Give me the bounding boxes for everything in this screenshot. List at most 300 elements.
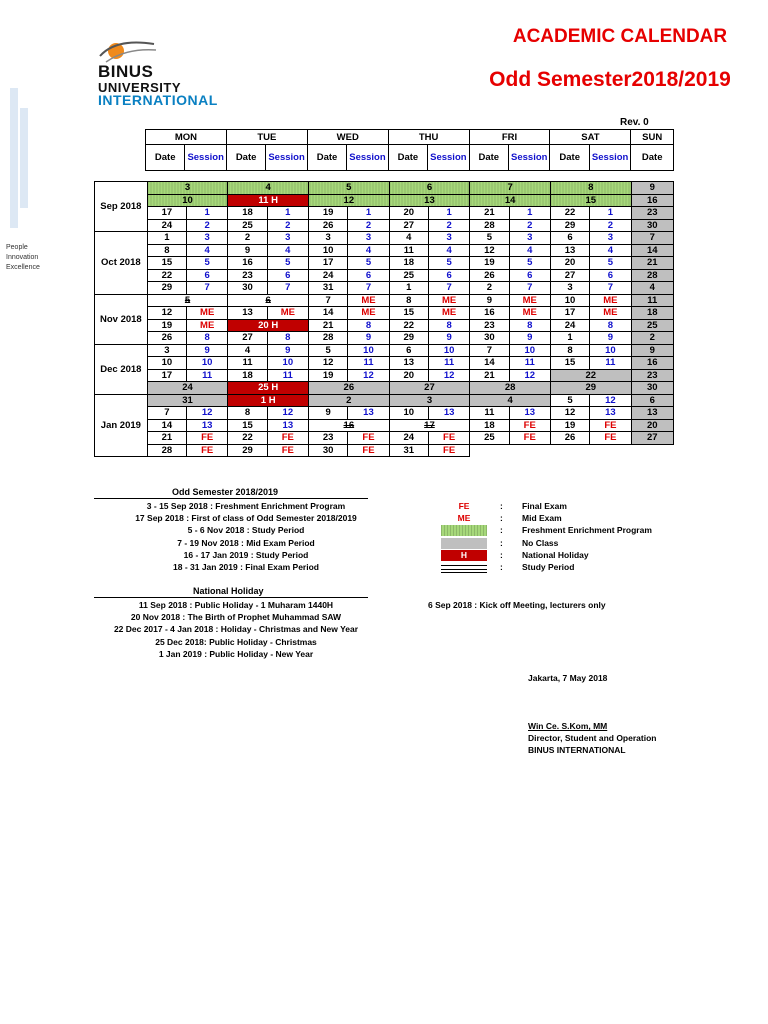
date-cell: 5	[309, 344, 348, 357]
week-row	[95, 232, 674, 245]
semester-heading: Odd Semester 2018/2019	[172, 487, 279, 497]
session-cell: FE	[187, 444, 228, 457]
date-cell: 24	[309, 269, 348, 282]
session-cell: 10	[509, 344, 550, 357]
week-row	[95, 382, 674, 395]
date-cell: 26	[550, 432, 589, 445]
date-cell: 25	[470, 432, 509, 445]
date-cell: 21	[470, 369, 509, 382]
session-cell: 11	[267, 369, 308, 382]
session-cell: 9	[348, 332, 389, 345]
session-cell: 6	[509, 269, 550, 282]
date-cell: 12	[309, 357, 348, 370]
sunday-date: 18	[631, 307, 673, 320]
session-cell: 13	[509, 407, 550, 420]
week-row	[95, 319, 674, 332]
date-cell: 25	[228, 219, 267, 232]
date-cell: 21	[147, 432, 186, 445]
session-cell: FE	[590, 419, 631, 432]
date-cell: 6	[550, 232, 589, 245]
semester-item: 18 - 31 Jan 2019 : Final Exam Period	[173, 562, 319, 572]
session-cell: FE	[509, 432, 550, 445]
date-cell: 3	[309, 232, 348, 245]
date-subheader: Date	[226, 145, 265, 171]
session-subheader: Session	[509, 145, 550, 171]
date-cell: 6	[389, 344, 428, 357]
date-cell: 9	[228, 244, 267, 257]
week-row	[95, 332, 674, 345]
sunday-date: 23	[631, 207, 673, 220]
session-cell: FE	[187, 432, 228, 445]
holiday-item: 22 Dec 2017 - 4 Jan 2018 : Holiday - Christmas and New Year	[113, 624, 359, 635]
session-cell: 3	[428, 232, 469, 245]
session-cell: 7	[187, 282, 228, 295]
date-cell: 12	[147, 307, 186, 320]
session-cell: FE	[348, 444, 389, 457]
legend-colon: :	[500, 513, 503, 524]
day-header-1: TUE	[226, 130, 307, 145]
session-cell: 1	[187, 207, 228, 220]
session-cell: 11	[428, 357, 469, 370]
week-row	[95, 182, 674, 195]
month-label: Nov 2018	[95, 294, 148, 344]
date-cell: 24	[550, 319, 589, 332]
week-row	[95, 419, 674, 432]
semester-item: 3 - 15 Sep 2018 : Freshment Enrichment Program	[146, 501, 346, 511]
day-cell-merged: 20 H	[228, 319, 309, 332]
week-row	[95, 194, 674, 207]
sunday-date: 28	[631, 269, 673, 282]
session-cell: ME	[348, 307, 389, 320]
session-cell: 6	[428, 269, 469, 282]
session-cell: 9	[187, 344, 228, 357]
week-row	[95, 282, 674, 295]
day-cell-merged: 12	[309, 194, 390, 207]
day-cell-merged: 17	[389, 419, 470, 432]
week-row	[95, 244, 674, 257]
session-subheader: Session	[428, 145, 469, 171]
session-cell: 2	[267, 219, 308, 232]
date-cell: 18	[228, 369, 267, 382]
legend-desc: Final Exam	[522, 501, 567, 511]
month-label: Dec 2018	[95, 344, 148, 394]
session-cell: 4	[187, 244, 228, 257]
legend-swatch: H	[441, 550, 487, 561]
date-cell: 29	[389, 332, 428, 345]
date-cell: 28	[147, 444, 186, 457]
date-subheader: Date	[550, 145, 589, 171]
session-cell: 6	[348, 269, 389, 282]
page-title: ACADEMIC CALENDAR	[512, 26, 728, 47]
date-cell: 4	[228, 344, 267, 357]
session-cell: 8	[348, 319, 389, 332]
session-cell: 4	[428, 244, 469, 257]
date-cell: 5	[470, 232, 509, 245]
legend-colon: :	[500, 501, 503, 511]
session-cell: 1	[267, 207, 308, 220]
date-cell: 29	[550, 219, 589, 232]
date-cell: 17	[147, 369, 186, 382]
session-cell: 8	[428, 319, 469, 332]
day-cell-merged: 28	[470, 382, 551, 395]
day-cell-merged: 1 H	[228, 394, 309, 407]
day-cell-merged: 3	[147, 182, 228, 195]
date-cell: 29	[147, 282, 186, 295]
date-cell: 29	[228, 444, 267, 457]
week-row	[95, 432, 674, 445]
date-cell: 3	[147, 344, 186, 357]
session-cell: 2	[428, 219, 469, 232]
session-cell: ME	[267, 307, 308, 320]
session-cell: 12	[348, 369, 389, 382]
session-cell: 7	[509, 282, 550, 295]
semester-divider	[94, 498, 368, 499]
date-cell: 20	[550, 257, 589, 270]
session-cell: 6	[590, 269, 631, 282]
day-header-5: SAT	[550, 130, 631, 145]
session-cell: 8	[267, 332, 308, 345]
date-cell: 13	[228, 307, 267, 320]
session-cell: ME	[590, 294, 631, 307]
date-cell: 19	[470, 257, 509, 270]
session-cell: 2	[187, 219, 228, 232]
brand-university: UNIVERSITY	[98, 80, 182, 95]
date-cell: 7	[470, 344, 509, 357]
date-subheader: Date	[146, 145, 185, 171]
date-cell: 12	[550, 407, 589, 420]
date-cell: 10	[389, 407, 428, 420]
session-subheader: Session	[589, 145, 631, 171]
date-cell: 10	[147, 357, 186, 370]
session-cell: FE	[509, 419, 550, 432]
session-cell: FE	[267, 444, 308, 457]
date-cell: 16	[228, 257, 267, 270]
date-cell: 20	[389, 369, 428, 382]
session-cell: 13	[267, 419, 308, 432]
date-cell: 2	[470, 282, 509, 295]
day-header-3: THU	[388, 130, 469, 145]
sunday-date: 13	[631, 407, 673, 420]
date-cell: 23	[228, 269, 267, 282]
day-cell-merged: 5	[309, 182, 390, 195]
sunday-date: 4	[631, 282, 673, 295]
sign-name: Win Ce. S.Kom, MM	[528, 721, 608, 731]
sunday-date: 27	[631, 432, 673, 445]
calendar-grid	[94, 181, 674, 457]
week-row	[95, 344, 674, 357]
session-cell: FE	[267, 432, 308, 445]
date-cell: 27	[389, 219, 428, 232]
day-cell-merged: 4	[470, 394, 551, 407]
session-cell: 5	[590, 257, 631, 270]
sunday-date: 30	[631, 382, 673, 395]
session-cell: 13	[590, 407, 631, 420]
legend-swatch	[441, 538, 487, 549]
day-cell-merged: 16	[309, 419, 390, 432]
legend-swatch	[441, 525, 487, 536]
session-cell: 9	[428, 332, 469, 345]
session-cell: ME	[187, 307, 228, 320]
session-cell: FE	[348, 432, 389, 445]
date-cell: 17	[147, 207, 186, 220]
brand-international: INTERNATIONAL	[98, 92, 218, 108]
session-cell: 12	[267, 407, 308, 420]
day-cell-merged: 4	[228, 182, 309, 195]
week-row	[95, 207, 674, 220]
holiday-item: 11 Sep 2018 : Public Holiday - 1 Muharam 1440H	[138, 600, 334, 610]
session-cell: 8	[590, 319, 631, 332]
session-cell: 8	[509, 319, 550, 332]
session-cell: 13	[428, 407, 469, 420]
date-subheader: Date	[388, 145, 427, 171]
day-cell-merged: 8	[550, 182, 631, 195]
session-cell: 7	[428, 282, 469, 295]
date-cell: 26	[147, 332, 186, 345]
day-cell-merged: 14	[470, 194, 551, 207]
date-cell: 19	[550, 419, 589, 432]
week-row	[95, 294, 674, 307]
week-row	[95, 219, 674, 232]
sunday-date: 14	[631, 244, 673, 257]
sunday-date: 20	[631, 419, 673, 432]
month-label: Jan 2019	[95, 394, 148, 457]
session-cell: 1	[428, 207, 469, 220]
day-cell-merged: 13	[389, 194, 470, 207]
week-row	[95, 407, 674, 420]
holiday-item: 20 Nov 2018 : The Birth of Prophet Muhammad SAW	[130, 612, 342, 623]
session-cell: 1	[590, 207, 631, 220]
day-cell-merged: 22	[550, 369, 631, 382]
date-cell: 19	[147, 319, 186, 332]
week-row	[95, 444, 674, 457]
day-cell-merged: 5	[147, 294, 228, 307]
session-cell: 7	[348, 282, 389, 295]
date-cell: 18	[389, 257, 428, 270]
session-cell: ME	[590, 307, 631, 320]
date-cell: 7	[147, 407, 186, 420]
session-cell: 5	[187, 257, 228, 270]
session-cell: ME	[428, 294, 469, 307]
brand-binus: BINUS	[98, 62, 154, 81]
session-cell: 10	[428, 344, 469, 357]
day-cell-merged: 29	[550, 382, 631, 395]
day-cell-merged: 31	[147, 394, 228, 407]
date-cell: 7	[309, 294, 348, 307]
session-cell: 10	[348, 344, 389, 357]
day-cell-merged: 6	[389, 182, 470, 195]
date-cell: 18	[470, 419, 509, 432]
session-cell: FE	[428, 432, 469, 445]
date-cell: 26	[309, 219, 348, 232]
session-cell: 11	[348, 357, 389, 370]
sunday-date: 23	[631, 369, 673, 382]
session-cell: 3	[590, 232, 631, 245]
date-cell: 13	[550, 244, 589, 257]
date-subheader: Date	[307, 145, 346, 171]
date-cell: 30	[309, 444, 348, 457]
sunday-date: 6	[631, 394, 673, 407]
day-cell-merged: 3	[389, 394, 470, 407]
decorative-side-bars	[10, 88, 28, 228]
week-row	[95, 394, 674, 407]
session-cell: FE	[590, 432, 631, 445]
date-cell: 8	[389, 294, 428, 307]
week-row	[95, 357, 674, 370]
date-cell: 1	[389, 282, 428, 295]
semester-item: 16 - 17 Jan 2019 : Study Period	[183, 549, 309, 560]
semester-item: 7 - 19 Nov 2018 : Mid Exam Period	[177, 537, 315, 548]
date-cell: 9	[470, 294, 509, 307]
legend-colon: :	[500, 537, 503, 548]
session-cell: 5	[348, 257, 389, 270]
calendar-header	[145, 129, 674, 171]
sign-role: Director, Student and Operation	[528, 733, 657, 743]
session-cell: 3	[348, 232, 389, 245]
day-header-2: WED	[307, 130, 388, 145]
date-cell: 8	[550, 344, 589, 357]
session-cell: ME	[509, 294, 550, 307]
session-cell: 5	[267, 257, 308, 270]
session-cell: ME	[428, 307, 469, 320]
session-cell: 7	[590, 282, 631, 295]
sunday-date: 30	[631, 219, 673, 232]
legend-colon: :	[500, 549, 503, 560]
session-cell: 10	[187, 357, 228, 370]
day-cell-merged: 7	[470, 182, 551, 195]
legend-desc: No Class	[522, 537, 559, 548]
session-cell: 7	[267, 282, 308, 295]
date-cell: 23	[309, 432, 348, 445]
session-cell: 3	[509, 232, 550, 245]
holiday-heading: National Holiday	[193, 586, 264, 596]
date-cell: 10	[550, 294, 589, 307]
date-cell: 14	[309, 307, 348, 320]
date-cell: 1	[550, 332, 589, 345]
day-cell-merged: 26	[309, 382, 390, 395]
session-cell: ME	[187, 319, 228, 332]
session-cell: 9	[267, 344, 308, 357]
week-row	[95, 257, 674, 270]
session-cell: 8	[187, 332, 228, 345]
session-cell: 1	[509, 207, 550, 220]
legend-colon: :	[500, 562, 503, 572]
day-cell-merged: 27	[389, 382, 470, 395]
date-cell: 8	[147, 244, 186, 257]
session-cell: 12	[187, 407, 228, 420]
session-cell: 4	[590, 244, 631, 257]
session-cell: 5	[428, 257, 469, 270]
session-cell: 6	[267, 269, 308, 282]
month-label: Sep 2018	[95, 182, 148, 232]
session-cell: 3	[267, 232, 308, 245]
sunday-date: 7	[631, 232, 673, 245]
date-cell: 12	[470, 244, 509, 257]
day-cell-merged: 15	[550, 194, 631, 207]
session-cell: 12	[509, 369, 550, 382]
sunday-date: 16	[631, 194, 673, 207]
date-cell: 22	[389, 319, 428, 332]
legend-desc: Freshment Enrichment Program	[522, 525, 652, 536]
date-cell: 11	[228, 357, 267, 370]
session-cell: 9	[509, 332, 550, 345]
session-cell: 6	[187, 269, 228, 282]
date-cell: 15	[147, 257, 186, 270]
date-cell: 11	[470, 407, 509, 420]
session-cell: 11	[590, 357, 631, 370]
session-cell: 2	[348, 219, 389, 232]
page-subtitle: Odd Semester2018/2019	[489, 68, 731, 91]
date-cell: 24	[389, 432, 428, 445]
session-cell: FE	[428, 444, 469, 457]
date-cell: 22	[550, 207, 589, 220]
day-cell-merged: 6	[228, 294, 309, 307]
day-header-6: SUN	[631, 130, 674, 145]
session-cell: 2	[509, 219, 550, 232]
session-cell: 4	[509, 244, 550, 257]
sunday-date: 21	[631, 257, 673, 270]
legend-swatch: FE	[458, 501, 470, 511]
date-cell: 4	[389, 232, 428, 245]
session-cell: 10	[590, 344, 631, 357]
date-cell: 22	[228, 432, 267, 445]
sunday-date: 11	[631, 294, 673, 307]
session-cell: 1	[348, 207, 389, 220]
date-cell: 28	[309, 332, 348, 345]
session-subheader: Session	[347, 145, 389, 171]
legend-desc: Study Period	[522, 562, 575, 572]
date-cell: 3	[550, 282, 589, 295]
semester-item: 17 Sep 2018 : First of class of Odd Semester 2018/2019	[135, 513, 357, 524]
sunday-date: 25	[631, 319, 673, 332]
session-subheader: Session	[266, 145, 307, 171]
session-cell: ME	[348, 294, 389, 307]
tagline-excellence: Excellence	[6, 264, 40, 271]
date-cell: 30	[228, 282, 267, 295]
day-cell-merged: 24	[147, 382, 228, 395]
date-cell: 9	[309, 407, 348, 420]
sign-org: BINUS INTERNATIONAL	[528, 745, 626, 755]
sign-place-date: Jakarta, 7 May 2018	[528, 673, 608, 683]
date-cell: 5	[550, 394, 589, 407]
session-cell: 13	[348, 407, 389, 420]
session-cell: 5	[509, 257, 550, 270]
date-cell: 20	[389, 207, 428, 220]
legend-desc: Mid Exam	[522, 513, 562, 524]
date-cell: 18	[228, 207, 267, 220]
date-cell: 15	[550, 357, 589, 370]
date-cell: 15	[389, 307, 428, 320]
date-cell: 28	[470, 219, 509, 232]
date-cell: 19	[309, 369, 348, 382]
legend-swatch	[441, 565, 487, 573]
session-cell: 11	[187, 369, 228, 382]
date-cell: 14	[470, 357, 509, 370]
date-cell: 24	[147, 219, 186, 232]
month-label: Oct 2018	[95, 232, 148, 295]
sunday-date: 9	[631, 344, 673, 357]
session-cell: 12	[428, 369, 469, 382]
session-cell: 13	[187, 419, 228, 432]
session-cell: ME	[509, 307, 550, 320]
date-cell: 17	[550, 307, 589, 320]
date-cell: 21	[309, 319, 348, 332]
date-cell: 19	[309, 207, 348, 220]
session-cell: 4	[348, 244, 389, 257]
week-row	[95, 269, 674, 282]
date-cell: 10	[309, 244, 348, 257]
date-cell: 13	[389, 357, 428, 370]
date-cell: 1	[147, 232, 186, 245]
